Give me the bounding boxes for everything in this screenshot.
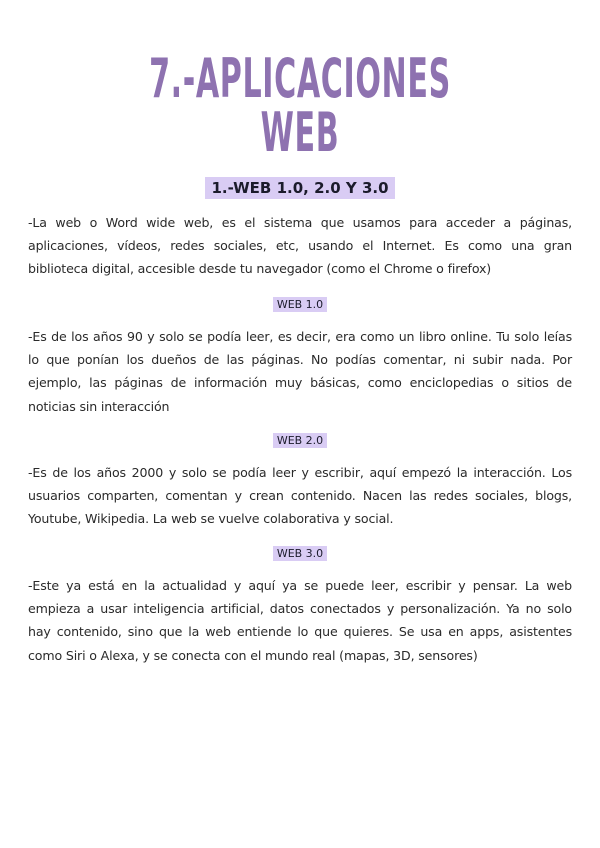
section-heading: 1.-WEB 1.0, 2.0 Y 3.0 <box>205 177 394 199</box>
web1-heading: WEB 1.0 <box>273 297 327 312</box>
web2-heading-container <box>0 429 600 448</box>
page-title: 7.-APLICACIONES WEB <box>149 47 451 164</box>
web2-paragraph: -Es de los años 2000 y solo se podía leer y escribir, aquí empezó la interacción. Los usuarios comparten, comentan y crean contenido. Nacen las redes sociales, blogs, Youtube, Wikipedia. La web se vuelve colaborativa y social. <box>28 465 572 527</box>
web3-heading-container <box>0 542 600 561</box>
web2-heading: WEB 2.0 <box>273 433 327 448</box>
web1-heading-container <box>0 293 600 312</box>
intro-paragraph: -La web o Word wide web, es el sistema que usamos para acceder a páginas, aplicaciones, vídeos, redes sociales, etc, usando el Internet. Es como una gran biblioteca digital, accesible desde tu navegador (como el Chrome o firefox) <box>28 215 572 277</box>
web3-heading: WEB 3.0 <box>273 546 327 561</box>
web1-paragraph: -Es de los años 90 y solo se podía leer, es decir, era como un libro online. Tu solo leías lo que ponían los dueños de las páginas. No podías comentar, ni subir nada. Por ejemplo, las páginas de información muy básicas, como enciclopedias o sitios de noticias sin interacción <box>28 329 572 414</box>
web3-paragraph: -Este ya está en la actualidad y aquí ya se puede leer, escribir y pensar. La web empieza a usar inteligencia artificial, datos conectados y personalización. Ya no solo hay contenido, sino que la web entiende lo que quieres. Se usa en apps, asistentes como Siri o Alexa, y se conecta con el mundo real (mapas, 3D, sensores) <box>28 578 572 663</box>
section-heading-container <box>0 177 600 199</box>
